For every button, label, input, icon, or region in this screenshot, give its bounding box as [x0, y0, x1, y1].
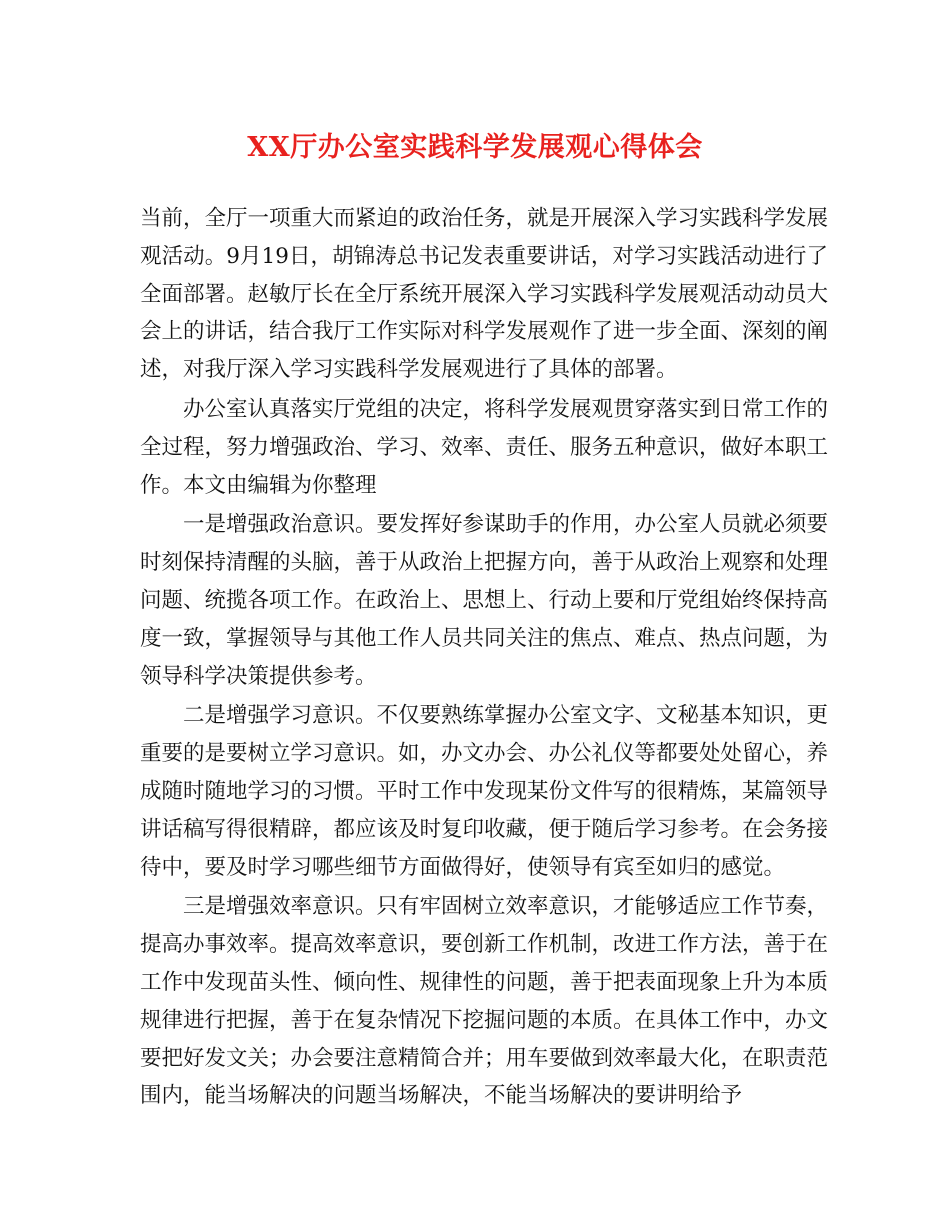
paragraph-1: 当前，全厅一项重大而紧迫的政治任务，就是开展深入学习实践科学发展观活动。9月19日，胡锦涛总书记发表重要讲话，对学习实践活动进行了全面部署。赵敏厅长在全厅系统开展深入学习实践科学发展观活动动员大会上的讲话，结合我厅工作实际对科学发展观作了进一步全面、深刻的阐述，对我厅深入学习实践科学发展观进行了具体的部署。	[140, 206, 829, 383]
paragraph-5: 三是增强效率意识。只有牢固树立效率意识，才能够适应工作节奏，提高办事效率。提高效率意识，要创新工作机制，改进工作方法，善于在工作中发现苗头性、倾向性、规律性的问题，善于把表面现象上升为本质规律进行把握，善于在复杂情况下挖掘问题的本质。在具体工作中，办文要把好发文关；办会要注意精简合并；用车要做到效率最大化，在职责范围内，能当场解决的问题当场解决，不能当场解决的要讲明给予	[140, 894, 829, 1109]
paragraph-2: 办公室认真落实厅党组的决定，将科学发展观贯穿落实到日常工作的全过程，努力增强政治、学习、效率、责任、服务五种意识，做好本职工作。本文由编辑为你整理	[140, 396, 829, 498]
paragraph-4: 二是增强学习意识。不仅要熟练掌握办公室文字、文秘基本知识，更重要的是要树立学习意识。如，办文办会、办公礼仪等都要处处留心，养成随时随地学习的习惯。平时工作中发现某份文件写的很精炼，某篇领导讲话稿写得很精辟，都应该及时复印收藏，便于随后学习参考。在会务接待中，要及时学习哪些细节方面做得好，使领导有宾至如归的感觉。	[140, 703, 829, 880]
document-title: XX厅办公室实践科学发展观心得体会	[247, 132, 703, 163]
paragraph-3: 一是增强政治意识。要发挥好参谋助手的作用，办公室人员就必须要时刻保持清醒的头脑，善于从政治上把握方向，善于从政治上观察和处理问题、统揽各项工作。在政治上、思想上、行动上要和厅党组始终保持高度一致，掌握领导与其他工作人员共同关注的焦点、难点、热点问题，为领导科学决策提供参考。	[140, 512, 829, 689]
document-body	[140, 200, 828, 1117]
